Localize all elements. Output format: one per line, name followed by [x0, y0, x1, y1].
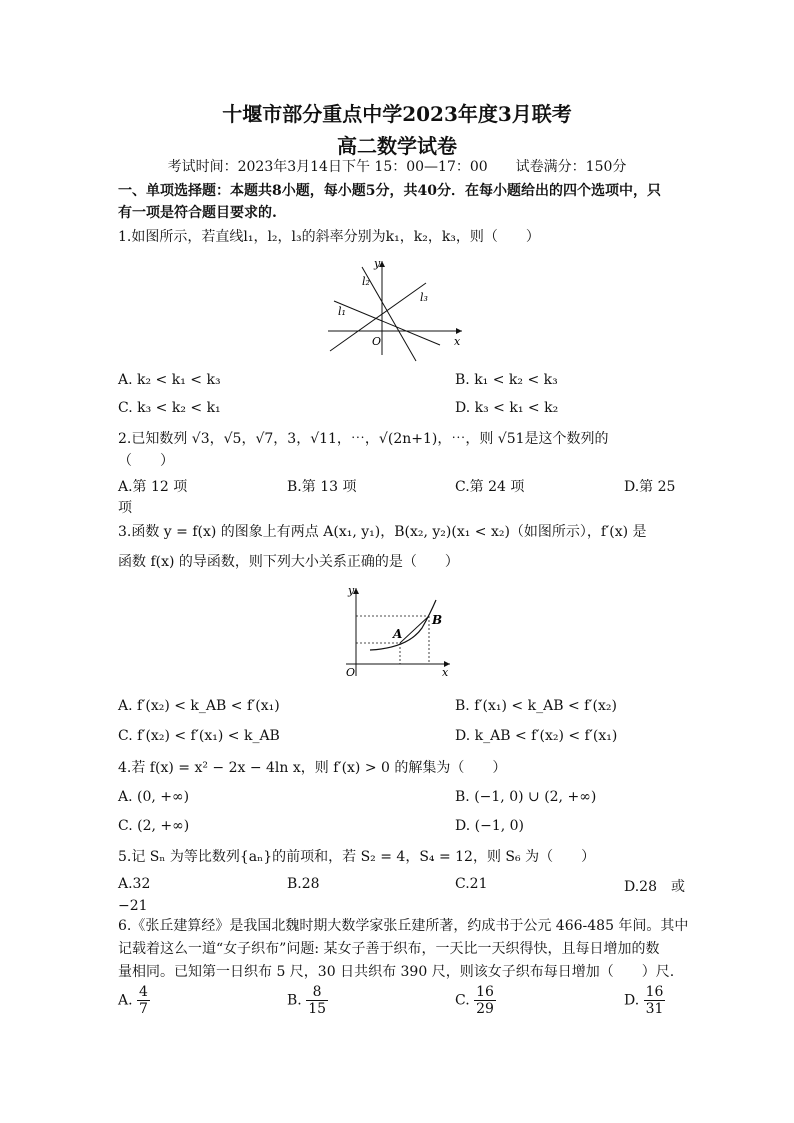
q3-option-d[interactable]: D. k_AB < f′(x₂) < f′(x₁) — [455, 728, 618, 744]
q3-label-y: y — [348, 584, 355, 597]
q1-option-b[interactable]: B. k₁ < k₂ < k₃ — [455, 372, 558, 388]
q1-option-c[interactable]: C. k₃ < k₂ < k₁ — [118, 400, 221, 416]
q4-stem: 4.若 f(x) = x² − 2x − 4ln x，则 f′(x) > 0 的解集为（ ） — [118, 760, 507, 776]
q6-option-b-numerator: 8 — [306, 984, 328, 1001]
q1-figure — [320, 255, 470, 365]
q3-label-b: B — [432, 613, 443, 627]
q3-label-a: A — [393, 627, 403, 641]
q1-label-origin: O — [372, 335, 382, 348]
q1-x-arrow-icon — [456, 328, 462, 334]
q5-option-c[interactable]: C.21 — [455, 876, 488, 892]
q3-label-origin: O — [346, 666, 356, 679]
exam-title: 十堰市部分重点中学2023年度3月联考 — [222, 102, 572, 126]
q6-stem-line1: 6.《张丘建算经》是我国北魏时期大数学家张丘建所著，约成书于公元 466-485 年间。其中 — [118, 918, 689, 934]
q6-option-d-label: D. — [624, 992, 640, 1009]
q5-option-d-cont: −21 — [118, 898, 148, 914]
q4-option-a[interactable]: A. (0, +∞) — [118, 789, 190, 805]
q5-option-d[interactable]: D.28 或 — [624, 879, 685, 895]
q1-line-l1 — [334, 301, 440, 345]
q6-option-a[interactable] — [118, 984, 150, 1017]
q6-option-c[interactable] — [455, 984, 496, 1017]
q3-label-x: x — [442, 666, 449, 679]
q6-option-b[interactable] — [287, 984, 328, 1017]
q1-line-l2 — [362, 267, 416, 361]
q2-paren: （ ） — [118, 453, 174, 469]
q3-stem-line2: 函数 f(x) 的导函数，则下列大小关系正确的是（ ） — [118, 554, 459, 570]
q1-option-d[interactable]: D. k₃ < k₁ < k₂ — [455, 400, 559, 416]
q3-option-c[interactable]: C. f′(x₂) < f′(x₁) < k_AB — [118, 728, 280, 744]
section1-heading-line1: 一、单项选择题：本题共8小题，每小题5分，共40分．在每小题给出的四个选项中，只 — [118, 183, 661, 199]
section1-heading-line2: 有一项是符合题目要求的. — [118, 205, 277, 221]
exam-subtitle: 高二数学试卷 — [337, 134, 457, 158]
q6-option-c-label: C. — [455, 992, 470, 1009]
q6-option-a-numerator: 4 — [139, 984, 148, 1000]
q1-label-y: y — [374, 257, 381, 270]
q1-label-l3: l₃ — [420, 291, 428, 304]
q4-option-d[interactable]: D. (−1, 0) — [455, 818, 524, 834]
q6-option-b-fraction — [306, 984, 328, 1017]
q3-curve — [370, 600, 436, 650]
q1-label-l1: l₁ — [338, 305, 346, 318]
q3-stem-line1: 3.函数 y = f(x) 的图象上有两点 A(x₁, y₁)，B(x₂, y₂)(x₁ < x₂)（如图所示），f′(x) 是 — [118, 524, 647, 540]
q6-option-b-denominator: 15 — [308, 1001, 327, 1017]
q6-option-a-denominator: 7 — [139, 1001, 148, 1017]
q2-option-a[interactable]: A.第 12 项 — [118, 479, 188, 495]
q1-label-x: x — [454, 335, 461, 348]
q6-option-d-fraction — [644, 984, 666, 1017]
q6-option-d-denominator: 31 — [645, 1001, 664, 1017]
q2-option-d-cont: 项 — [118, 500, 132, 516]
q6-option-c-fraction — [474, 984, 496, 1017]
q6-stem-line2: 记载着这么一道“女子织布”问题: 某女子善于织布，一天比一天织得快，且每日增加的数 — [118, 941, 660, 957]
q2-option-d[interactable]: D.第 25 — [624, 479, 676, 495]
q5-option-b[interactable]: B.28 — [287, 876, 320, 892]
q6-option-d-numerator: 16 — [645, 984, 664, 1000]
q6-option-c-numerator: 16 — [476, 984, 494, 1000]
q4-option-b[interactable]: B. (−1, 0) ∪ (2, +∞) — [455, 789, 597, 805]
q4-option-c[interactable]: C. (2, +∞) — [118, 818, 190, 834]
q6-stem-line3: 量相同。已知第一日织布 5 尺，30 日共织布 390 尺，则该女子织布每日增加（ ）尺. — [118, 964, 675, 980]
q2-option-b[interactable]: B.第 13 项 — [287, 479, 357, 495]
q1-stem: 1.如图所示，若直线l₁，l₂，l₃的斜率分别为k₁，k₂，k₃，则（ ） — [118, 229, 540, 245]
q6-option-a-label: A. — [118, 992, 133, 1009]
q5-stem: 5.记 Sₙ 为等比数列{aₙ}的前项和，若 S₂ = 4，S₄ = 12，则 S₆ 为（ ） — [118, 849, 596, 865]
q6-option-d[interactable] — [624, 984, 665, 1017]
q6-option-b-label: B. — [287, 992, 302, 1009]
q6-option-c-denominator: 29 — [476, 1001, 494, 1017]
q3-option-b[interactable]: B. f′(x₁) < k_AB < f′(x₂) — [455, 698, 617, 714]
q1-option-a[interactable]: A. k₂ < k₁ < k₃ — [118, 372, 221, 388]
q3-figure — [338, 580, 458, 684]
q3-option-a[interactable]: A. f′(x₂) < k_AB < f′(x₁) — [118, 698, 280, 714]
exam-info: 考试时间：2023年3月14日下午 15：00—17：00 试卷满分：150分 — [167, 159, 627, 175]
q1-label-l2: l₂ — [362, 275, 370, 288]
q6-option-a-fraction — [137, 984, 150, 1017]
q5-option-a[interactable]: A.32 — [118, 876, 151, 892]
q3-secant-ab — [400, 616, 429, 643]
q2-stem: 2.已知数列 √3，√5，√7，3，√11，⋯，√(2n+1)，⋯，则 √51是这个数列的 — [118, 431, 609, 447]
q2-option-c[interactable]: C.第 24 项 — [455, 479, 525, 495]
